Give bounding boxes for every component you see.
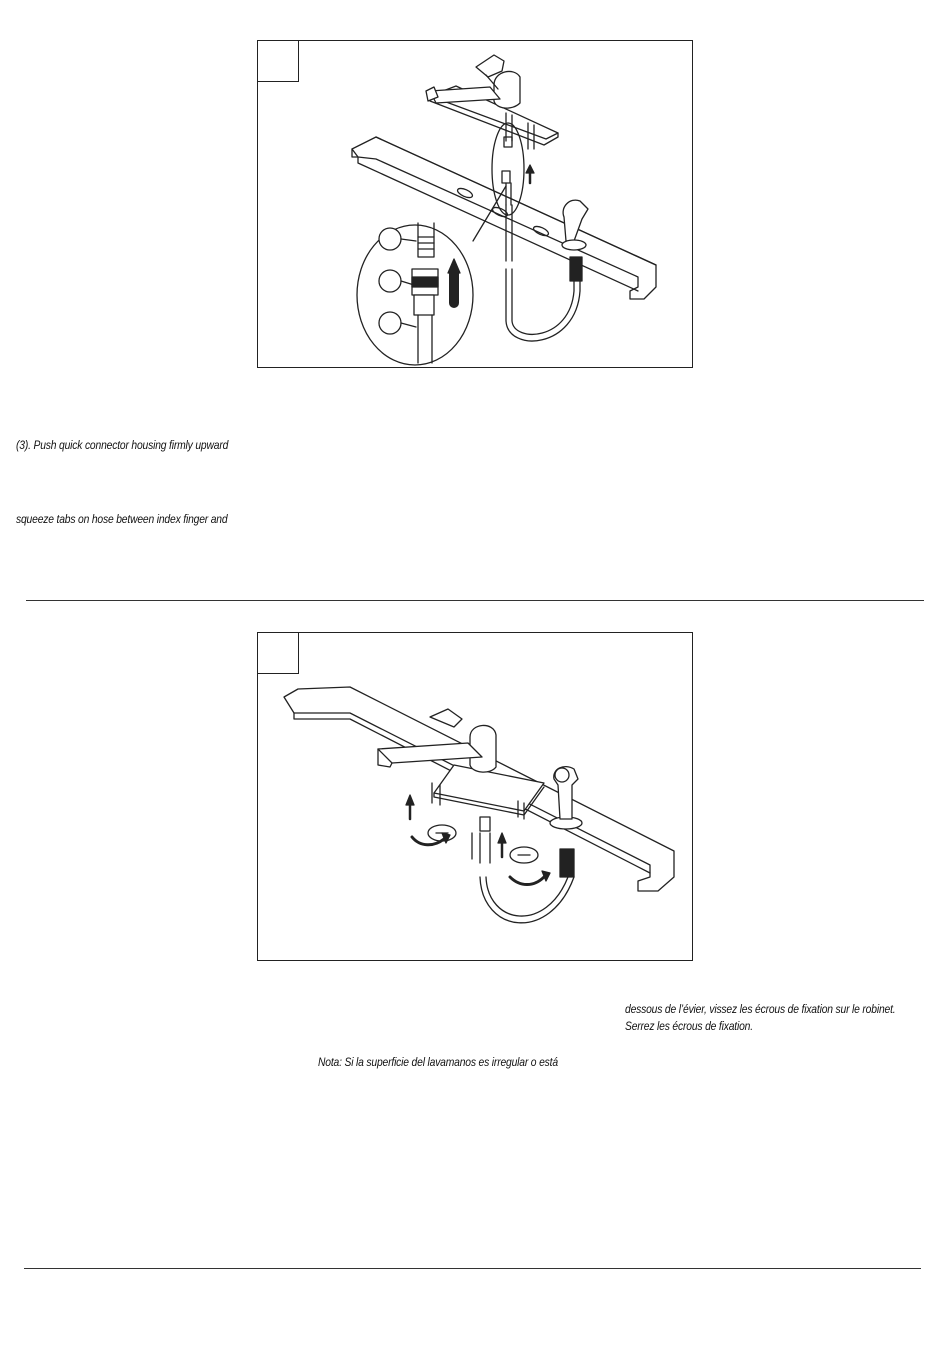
faucet-quick-connect-illustration: [258, 41, 694, 369]
instruction-text-line-1: (3). Push quick connector housing firmly upward: [16, 438, 229, 452]
figure-step-mounting-nuts: [257, 632, 693, 961]
instruction-text-line-2: squeeze tabs on hose between index finger and: [16, 512, 228, 526]
french-text-line-1: dessous de l’évier, vissez les écrous de fixation sur le robinet.: [625, 1002, 896, 1016]
bottom-divider: [24, 1268, 921, 1269]
spanish-note-text: Nota: Si la superficie del lavamanos es irregular o está: [318, 1055, 558, 1069]
faucet-mounting-illustration: [258, 633, 694, 962]
figure-step-quick-connect: [257, 40, 693, 368]
french-text-line-2: Serrez les écrous de fixation.: [625, 1019, 753, 1033]
section-divider: [26, 600, 924, 601]
